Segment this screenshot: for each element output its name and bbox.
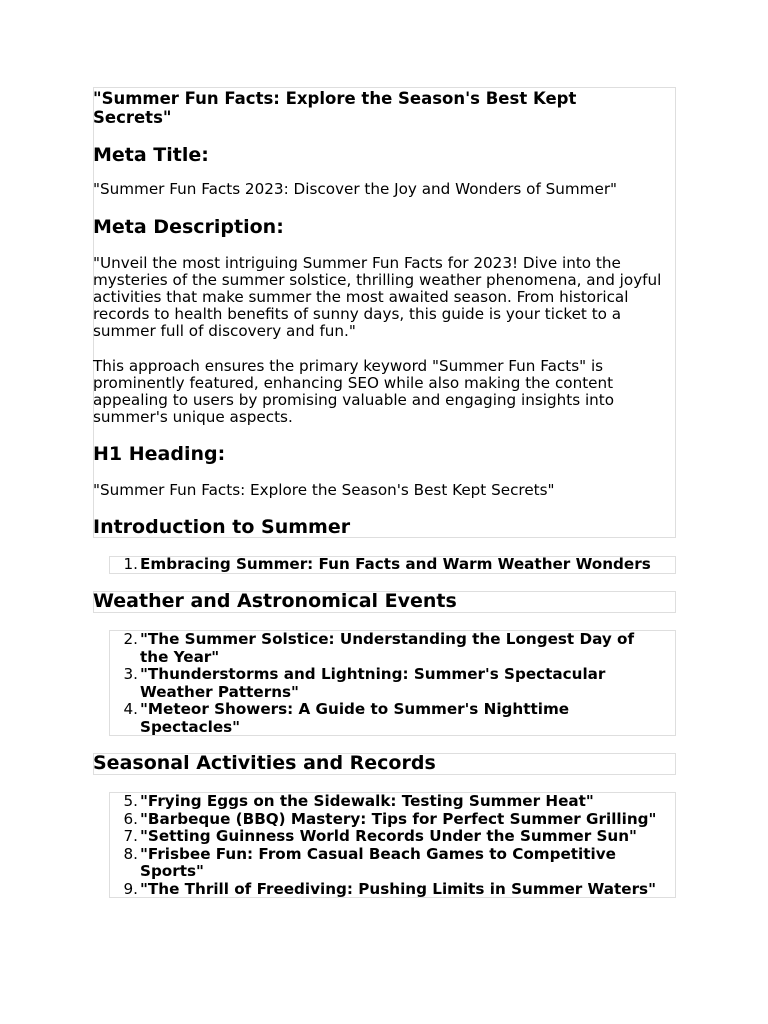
list-weather: 2. "The Summer Solstice: Understanding the Longest Day of the Year" 3. "Thunderstorms and Lightning: Summer's Spectacular Weather Patterns" 4. "Meteor Showers: A Guide to Summer's Nighttime Spectacles" — [109, 630, 676, 736]
meta-title-text: "Summer Fun Facts 2023: Discover the Joy and Wonders of Summer" — [93, 180, 618, 198]
approach-paragraph: This approach ensures the primary keyword "Summer Fun Facts" is prominently featured, enhancing SEO while also making the content appealing to users by promising valuable and engaging insights into summer's unique aspects. — [93, 357, 615, 426]
section-heading-weather: Weather and Astronomical Events — [93, 590, 457, 612]
meta-description-text: "Unveil the most intriguing Summer Fun Facts for 2023! Dive into the mysteries of the summer solstice, thrilling weather phenomena, and joyful activities that make summer the most awaited season. From historical records to health benefits of sunny days, this guide is your ticket to a summer full of discovery and fun." — [93, 254, 662, 340]
h1-heading-text: "Summer Fun Facts: Explore the Season's Best Kept Secrets" — [93, 481, 555, 499]
section-heading-introduction: Introduction to Summer — [93, 516, 351, 538]
meta-title-heading: Meta Title: — [93, 144, 209, 166]
h1-heading-label: H1 Heading: — [93, 443, 226, 465]
list-introduction: 1. Embracing Summer: Fun Facts and Warm Weather Wonders — [109, 556, 676, 574]
meta-description-heading: Meta Description: — [93, 216, 284, 238]
section-heading-activities: Seasonal Activities and Records — [93, 752, 436, 774]
list-activities: 5. "Frying Eggs on the Sidewalk: Testing Summer Heat" 6. "Barbeque (BBQ) Mastery: Tips for Perfect Summer Grilling" 7. "Setting Guinness World Records Under the Summer Sun" 8. "Frisbee Fun: From Casual Beach Games to Competitive Sports" 9. "The Thrill of Freediving: Pushing Limits in Summer Waters" — [109, 792, 676, 898]
document-title: "Summer Fun Facts: Explore the Season's Best Kept Secrets" — [93, 89, 577, 127]
